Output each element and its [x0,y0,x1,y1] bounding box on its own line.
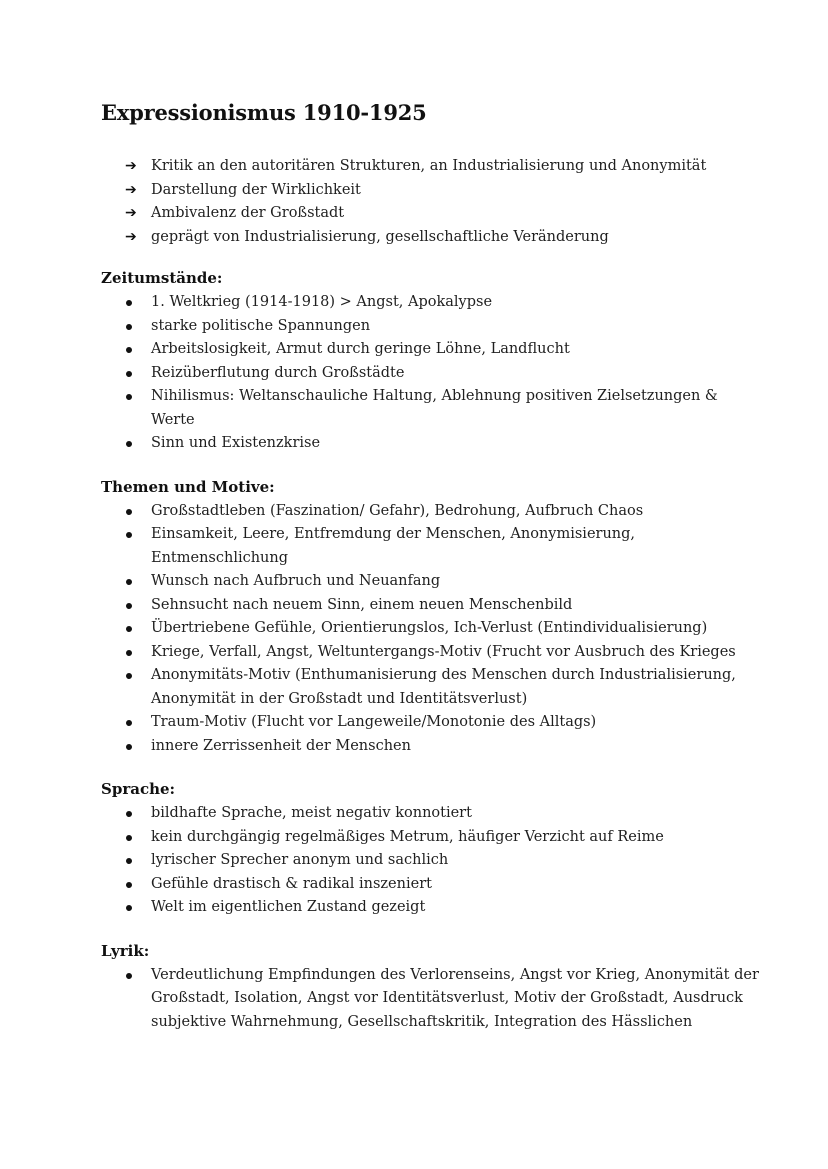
bullet-icon [125,523,151,570]
bullet-list [101,291,761,456]
section-sprache [101,778,761,920]
intro-list [101,155,761,249]
list-item-text: Verdeutlichung Empfindungen des Verlorenseins, Angst vor Krieg, Anonymität der Großstadt, Isolation, Angst vor Identitätsverlust, Motiv der Großstadt, Ausdruck subjektive Wahrnehmung, Gesellschaftskritik, Integration des Hässlichen [151,966,759,1030]
list-item-text: Arbeitslosigkeit, Armut durch geringe Löhne, Landflucht [151,341,570,357]
list-item [125,315,761,339]
list-item-text: Einsamkeit, Leere, Entfremdung der Menschen, Anonymisierung, Entmenschlichung [151,526,636,566]
bullet-icon [125,641,151,665]
list-item-text: Traum-Motiv (Flucht vor Langeweile/Monotonie des Alltags) [151,714,597,730]
bullet-icon [125,873,151,897]
section-zeitumstaende [101,267,761,456]
list-item [125,338,761,362]
list-item-text: Übertriebene Gefühle, Orientierungslos, Ich-Verlust (Entindividualisierung) [151,620,708,636]
bullet-icon [125,896,151,920]
bullet-icon [125,664,151,711]
list-item [125,617,761,641]
list-item-text: Welt im eigentlichen Zustand gezeigt [151,899,426,915]
bullet-icon [125,362,151,386]
section-heading: Zeitumstände: [101,269,223,287]
list-item [125,802,761,826]
list-item-text: Reizüberflutung durch Großstädte [151,364,405,381]
bullet-icon [125,617,151,641]
list-item-text: lyrischer Sprecher anonym und sachlich [151,852,449,868]
list-item [125,664,761,711]
bullet-icon [125,291,151,315]
arrow-icon: ➔ [125,205,137,221]
bullet-icon [125,711,151,735]
document-page [101,100,761,1054]
list-item [125,362,761,386]
list-item [125,711,761,735]
bullet-icon [125,849,151,873]
bullet-icon [125,500,151,524]
list-item [125,179,761,203]
list-item-text: Ambivalenz der Großstadt [151,205,345,221]
list-item [125,432,761,456]
bullet-icon [125,432,151,456]
list-item [125,500,761,524]
list-item [125,735,761,759]
bullet-icon [125,826,151,850]
bullet-list [101,500,761,759]
bullet-list [101,964,761,1035]
list-item-text: bildhafte Sprache, meist negativ konnotiert [151,805,472,821]
list-item-text: innere Zerrissenheit der Menschen [151,737,411,754]
list-item [125,155,761,179]
bullet-icon [125,735,151,759]
list-item-text: kein durchgängig regelmäßiges Metrum, häufiger Verzicht auf Reime [151,828,664,845]
list-item-text: Kritik an den autoritären Strukturen, an Industrialisierung und Anonymität [151,158,707,174]
list-item-text: Großstadtleben (Faszination/ Gefahr), Bedrohung, Aufbruch Chaos [151,502,644,519]
list-item-text: starke politische Spannungen [151,317,371,334]
bullet-icon [125,594,151,618]
bullet-icon [125,802,151,826]
list-item [125,849,761,873]
list-item [125,291,761,315]
bullet-icon [125,338,151,362]
list-item-text: Kriege, Verfall, Angst, Weltuntergangs-Motiv (Frucht vor Ausbruch des Krieges [151,643,736,660]
section-heading: Sprache: [101,780,176,798]
list-item-text: Nihilismus: Weltanschauliche Haltung, Ablehnung positiven Zielsetzungen & Werte [151,388,718,428]
list-item-text: 1. Weltkrieg (1914-1918) > Angst, Apokalypse [151,294,493,310]
list-item [125,226,761,250]
list-item-text: Sinn und Existenzkrise [151,435,321,451]
section-themen-und-motive [101,476,761,759]
arrow-icon: ➔ [125,181,137,198]
list-item-text: Gefühle drastisch & radikal inszeniert [151,875,432,892]
list-item-text: Wunsch nach Aufbruch und Neuanfang [151,573,441,589]
list-item [125,896,761,920]
list-item [125,594,761,618]
list-item [125,202,761,226]
list-item [125,873,761,897]
list-item-text: Darstellung der Wirklichkeit [151,181,361,198]
list-item [125,570,761,594]
list-item-text: Sehnsucht nach neuem Sinn, einem neuen Menschenbild [151,596,573,613]
list-item [125,964,761,1035]
bullet-icon [125,570,151,594]
arrow-icon: ➔ [125,228,137,245]
list-item [125,523,761,570]
arrow-icon: ➔ [125,158,137,174]
section-heading: Lyrik: [101,941,150,960]
bullet-list [101,802,761,920]
bullet-icon [125,315,151,339]
list-item [125,826,761,850]
list-item [125,641,761,665]
bullet-icon [125,385,151,432]
list-item-text: geprägt von Industrialisierung, gesellschaftliche Veränderung [151,228,609,245]
bullet-icon [125,964,151,1035]
section-lyrik [101,940,761,1035]
document-title: Expressionismus 1910-1925 [101,100,427,125]
list-item-text: Anonymitäts-Motiv (Enthumanisierung des Menschen durch Industrialisierung, Anonymität in der Großstadt und Identitätsverlust) [151,667,736,707]
list-item [125,385,761,432]
section-heading: Themen und Motive: [101,477,275,496]
